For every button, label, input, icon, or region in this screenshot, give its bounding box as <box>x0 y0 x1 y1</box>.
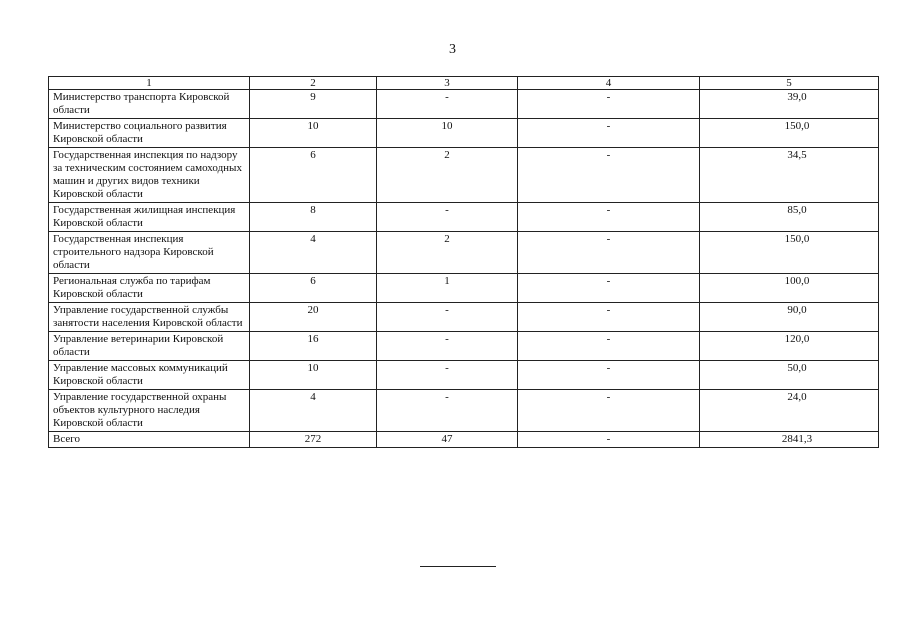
value-col-2: 6 <box>250 148 377 203</box>
value-col-5: 100,0 <box>700 274 879 303</box>
table-row <box>49 332 879 361</box>
column-number-5: 5 <box>700 77 879 90</box>
value-col-3: - <box>377 303 518 332</box>
value-col-5: 120,0 <box>700 332 879 361</box>
value-col-3: 10 <box>377 119 518 148</box>
organization-name: Управление массовых коммуникаций Кировской области <box>49 361 250 390</box>
table-row <box>49 119 879 148</box>
value-col-5: 39,0 <box>700 90 879 119</box>
value-col-2: 20 <box>250 303 377 332</box>
total-col-4: - <box>518 432 700 448</box>
table-row <box>49 148 879 203</box>
value-col-4: - <box>518 332 700 361</box>
column-number-4: 4 <box>518 77 700 90</box>
table-row <box>49 361 879 390</box>
value-col-5: 150,0 <box>700 119 879 148</box>
value-col-2: 4 <box>250 232 377 274</box>
column-number-1: 1 <box>49 77 250 90</box>
organization-name: Управление ветеринарии Кировской области <box>49 332 250 361</box>
total-col-3: 47 <box>377 432 518 448</box>
table-row <box>49 390 879 432</box>
value-col-4: - <box>518 390 700 432</box>
data-table <box>48 76 879 448</box>
value-col-4: - <box>518 303 700 332</box>
table-total-row <box>49 432 879 448</box>
value-col-5: 50,0 <box>700 361 879 390</box>
value-col-3: - <box>377 390 518 432</box>
value-col-5: 24,0 <box>700 390 879 432</box>
value-col-4: - <box>518 148 700 203</box>
value-col-4: - <box>518 119 700 148</box>
value-col-3: 2 <box>377 232 518 274</box>
value-col-3: 2 <box>377 148 518 203</box>
organization-name: Министерство социального развития Кировской области <box>49 119 250 148</box>
value-col-2: 6 <box>250 274 377 303</box>
table-header-row <box>49 77 879 90</box>
value-col-5: 90,0 <box>700 303 879 332</box>
value-col-4: - <box>518 203 700 232</box>
value-col-2: 10 <box>250 119 377 148</box>
value-col-4: - <box>518 361 700 390</box>
value-col-5: 34,5 <box>700 148 879 203</box>
total-col-2: 272 <box>250 432 377 448</box>
value-col-2: 10 <box>250 361 377 390</box>
value-col-2: 8 <box>250 203 377 232</box>
total-label: Всего <box>49 432 250 448</box>
end-divider-line <box>420 566 496 567</box>
value-col-4: - <box>518 90 700 119</box>
organization-name: Управление государственной службы занятости населения Кировской области <box>49 303 250 332</box>
organization-name: Министерство транспорта Кировской области <box>49 90 250 119</box>
value-col-3: - <box>377 332 518 361</box>
column-number-3: 3 <box>377 77 518 90</box>
value-col-5: 150,0 <box>700 232 879 274</box>
page-number: 3 <box>449 42 456 57</box>
value-col-3: - <box>377 361 518 390</box>
value-col-4: - <box>518 232 700 274</box>
value-col-4: - <box>518 274 700 303</box>
organization-name: Государственная жилищная инспекция Кировской области <box>49 203 250 232</box>
organization-name: Государственная инспекция по надзору за техническим состоянием самоходных машин и других видов техники Кировской области <box>49 148 250 203</box>
organization-name: Региональная служба по тарифам Кировской области <box>49 274 250 303</box>
value-col-2: 16 <box>250 332 377 361</box>
value-col-2: 9 <box>250 90 377 119</box>
table-row <box>49 90 879 119</box>
value-col-2: 4 <box>250 390 377 432</box>
value-col-3: - <box>377 203 518 232</box>
total-col-5: 2841,3 <box>700 432 879 448</box>
table-row <box>49 303 879 332</box>
table-row <box>49 232 879 274</box>
value-col-3: 1 <box>377 274 518 303</box>
organization-name: Государственная инспекция строительного надзора Кировской области <box>49 232 250 274</box>
table-row <box>49 203 879 232</box>
value-col-3: - <box>377 90 518 119</box>
table-row <box>49 274 879 303</box>
value-col-5: 85,0 <box>700 203 879 232</box>
column-number-2: 2 <box>250 77 377 90</box>
organization-name: Управление государственной охраны объектов культурного наследия Кировской области <box>49 390 250 432</box>
